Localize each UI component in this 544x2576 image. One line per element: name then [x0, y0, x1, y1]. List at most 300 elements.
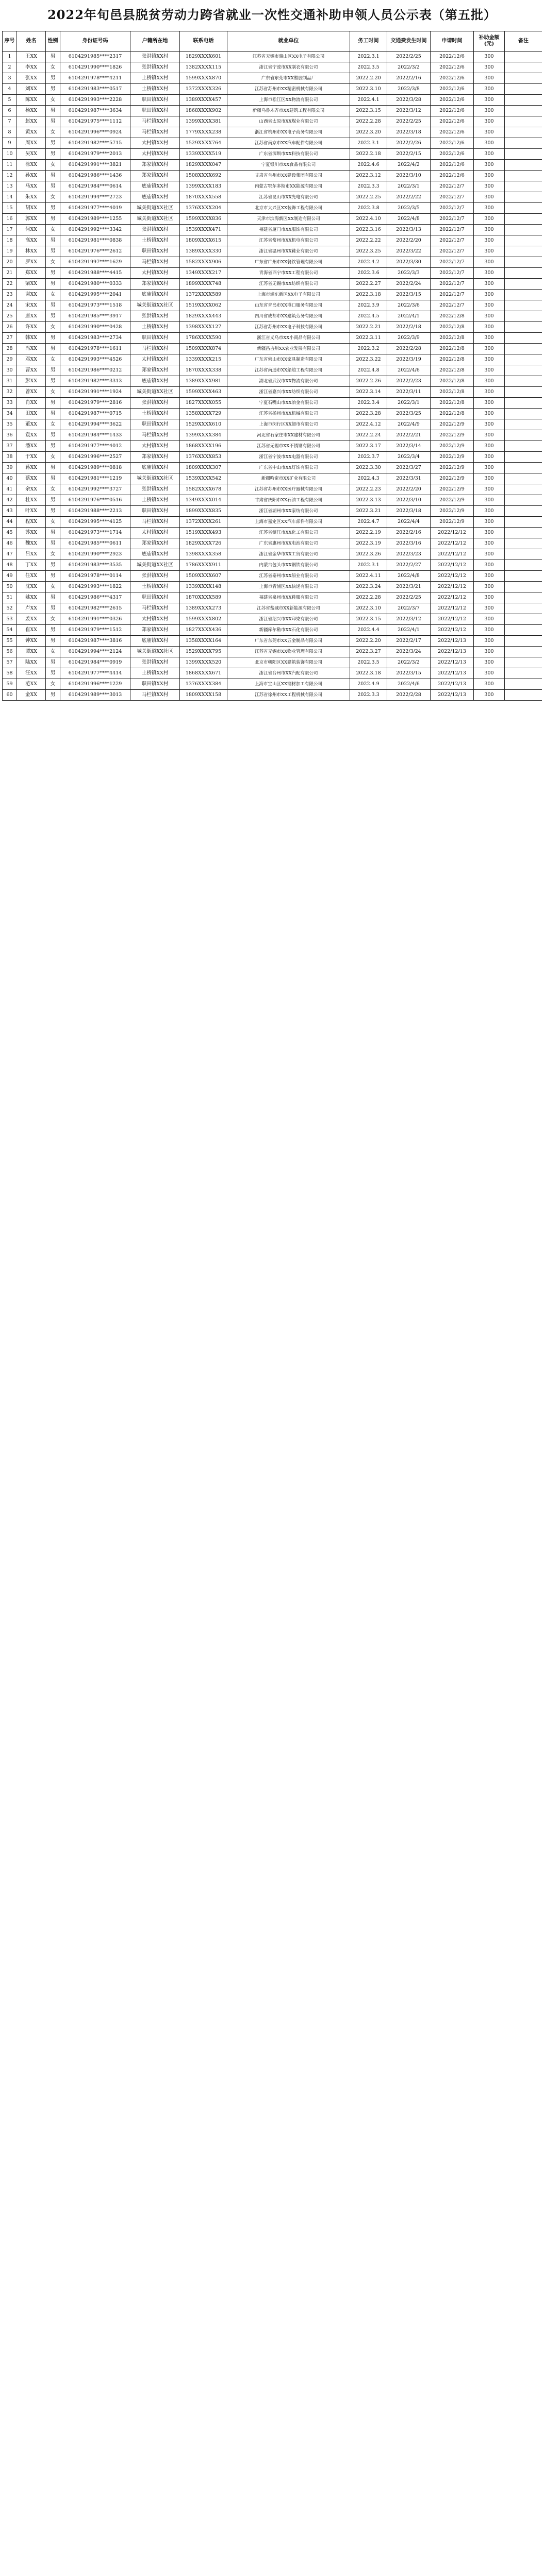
cell-gender: 男: [46, 52, 60, 62]
cell-work-start: 2022.3.26: [350, 549, 387, 560]
cell-travel-date: 2022/4/8: [387, 214, 431, 225]
cell-work-start: 2022.3.25: [350, 246, 387, 257]
cell-employer: 江苏省无锡市惠山区XX电子有限公司: [227, 52, 350, 62]
cell-note: [505, 181, 542, 192]
cell-travel-date: 2022/3/8: [387, 84, 431, 95]
cell-index: 33: [3, 398, 17, 409]
cell-phone: 1779XXXX238: [180, 127, 227, 138]
cell-employer: 浙江省温州市XX鞋业有限公司: [227, 246, 350, 257]
cell-gender: 男: [46, 603, 60, 614]
cell-note: [505, 571, 542, 582]
header-cell: 身份证号码: [60, 31, 130, 52]
cell-phone: 1829XXXX601: [180, 52, 227, 62]
cell-id-number: 6104291994****3622: [60, 419, 130, 430]
cell-work-start: 2022.3.3: [350, 690, 387, 701]
cell-phone: 1372XXXX261: [180, 517, 227, 528]
cell-index: 10: [3, 149, 17, 160]
cell-residence: 郑家镇XX村: [130, 625, 180, 636]
cell-note: [505, 235, 542, 246]
cell-residence: 马栏镇XX村: [130, 430, 180, 441]
cell-name: 沈XX: [17, 582, 46, 592]
cell-employer: 浙江省金华市XX工贸有限公司: [227, 549, 350, 560]
table-row: [3, 257, 542, 268]
cell-work-start: 2022.3.11: [350, 333, 387, 344]
cell-note: [505, 106, 542, 116]
cell-apply-date: 2022/12/9: [431, 419, 474, 430]
cell-phone: 1349XXXX014: [180, 495, 227, 506]
cell-work-start: 2022.3.24: [350, 582, 387, 592]
cell-name: 任XX: [17, 571, 46, 582]
cell-phone: 1382XXXX115: [180, 62, 227, 73]
cell-note: [505, 495, 542, 506]
cell-id-number: 6104291989****1255: [60, 214, 130, 225]
cell-travel-date: 2022/2/15: [387, 149, 431, 160]
cell-residence: 太村镇XX村: [130, 441, 180, 452]
cell-gender: 男: [46, 214, 60, 225]
cell-name: 田XX: [17, 409, 46, 419]
cell-index: 54: [3, 625, 17, 636]
table-row: [3, 333, 542, 344]
cell-note: [505, 149, 542, 160]
cell-residence: 太村镇XX村: [130, 528, 180, 538]
table-header-row: [3, 31, 542, 52]
cell-index: 32: [3, 387, 17, 398]
cell-work-start: 2022.4.12: [350, 419, 387, 430]
cell-work-start: 2022.3.5: [350, 62, 387, 73]
cell-phone: 1399XXXX183: [180, 181, 227, 192]
cell-residence: 城关街道XX社区: [130, 473, 180, 484]
cell-note: [505, 603, 542, 614]
cell-work-start: 2022.3.17: [350, 441, 387, 452]
cell-residence: 张洪镇XX村: [130, 484, 180, 495]
cell-name: 潘XX: [17, 441, 46, 452]
cell-id-number: 6104291997****1629: [60, 257, 130, 268]
cell-id-number: 6104291989****0818: [60, 463, 130, 473]
cell-name: 宋XX: [17, 300, 46, 311]
table-row: [3, 344, 542, 354]
cell-gender: 男: [46, 625, 60, 636]
cell-employer: 福建省泉州市XX鞋服有限公司: [227, 592, 350, 603]
cell-index: 51: [3, 592, 17, 603]
cell-travel-date: 2022/4/8: [387, 571, 431, 582]
cell-apply-date: 2022/12/6: [431, 160, 474, 171]
cell-id-number: 6104291990****1826: [60, 62, 130, 73]
cell-id-number: 6104291996****2527: [60, 452, 130, 463]
cell-amount: 300: [474, 647, 505, 657]
cell-name: 叶XX: [17, 506, 46, 517]
table-row: [3, 528, 542, 538]
table-row: [3, 517, 542, 528]
cell-id-number: 6104291989****3013: [60, 690, 130, 701]
cell-travel-date: 2022/2/28: [387, 690, 431, 701]
cell-employer: 上海市青浦区XX快递有限公司: [227, 582, 350, 592]
cell-employer: 江苏省南京市XX汽车配件有限公司: [227, 138, 350, 149]
header-cell: 务工时间: [350, 31, 387, 52]
cell-apply-date: 2022/12/13: [431, 636, 474, 647]
cell-note: [505, 679, 542, 690]
cell-travel-date: 2022/2/23: [387, 376, 431, 387]
cell-apply-date: 2022/12/13: [431, 657, 474, 668]
cell-residence: 职田镇XX村: [130, 333, 180, 344]
cell-note: [505, 311, 542, 322]
cell-phone: 1519XXXX062: [180, 300, 227, 311]
cell-amount: 300: [474, 235, 505, 246]
cell-employer: 内蒙古鄂尔多斯市XX能源有限公司: [227, 181, 350, 192]
cell-gender: 男: [46, 376, 60, 387]
cell-travel-date: 2022/3/31: [387, 473, 431, 484]
cell-gender: 男: [46, 106, 60, 116]
cell-id-number: 6104291980****0333: [60, 279, 130, 290]
cell-index: 45: [3, 528, 17, 538]
cell-work-start: 2022.4.1: [350, 95, 387, 106]
table-row: [3, 538, 542, 549]
table-row: [3, 225, 542, 235]
cell-name: 肖XX: [17, 398, 46, 409]
cell-id-number: 6104291986****4317: [60, 592, 130, 603]
cell-id-number: 6104291995****4125: [60, 517, 130, 528]
cell-phone: 1372XXXX589: [180, 290, 227, 300]
cell-index: 52: [3, 603, 17, 614]
cell-phone: 1389XXXX273: [180, 603, 227, 614]
table-row: [3, 484, 542, 495]
cell-phone: 1809XXXX615: [180, 235, 227, 246]
cell-gender: 女: [46, 225, 60, 235]
cell-id-number: 6104291994****2723: [60, 192, 130, 203]
cell-employer: 江苏省昆山市XX光电有限公司: [227, 192, 350, 203]
cell-employer: 福建省厦门市XX服饰有限公司: [227, 225, 350, 235]
cell-index: 16: [3, 214, 17, 225]
cell-name: 汪XX: [17, 668, 46, 679]
cell-id-number: 6104291992****3342: [60, 225, 130, 235]
header-cell: 姓名: [17, 31, 46, 52]
cell-index: 30: [3, 365, 17, 376]
cell-travel-date: 2022/3/28: [387, 95, 431, 106]
cell-travel-date: 2022/2/20: [387, 484, 431, 495]
cell-residence: 土桥镇XX村: [130, 668, 180, 679]
cell-note: [505, 419, 542, 430]
cell-note: [505, 463, 542, 473]
cell-gender: 男: [46, 430, 60, 441]
cell-employer: 江苏省无锡市XX纺织有限公司: [227, 279, 350, 290]
cell-amount: 300: [474, 560, 505, 571]
cell-phone: 1870XXXX338: [180, 365, 227, 376]
cell-apply-date: 2022/12/6: [431, 73, 474, 84]
cell-index: 28: [3, 344, 17, 354]
cell-name: 冯XX: [17, 344, 46, 354]
cell-name: 姚XX: [17, 592, 46, 603]
cell-amount: 300: [474, 614, 505, 625]
cell-work-start: 2022.3.15: [350, 106, 387, 116]
cell-residence: 职田镇XX村: [130, 246, 180, 257]
cell-name: 崔XX: [17, 625, 46, 636]
cell-name: 徐XX: [17, 160, 46, 171]
cell-phone: 1529XXXX610: [180, 419, 227, 430]
cell-work-start: 2022.3.9: [350, 300, 387, 311]
cell-apply-date: 2022/12/8: [431, 333, 474, 344]
cell-employer: 上海市松江区XX物流有限公司: [227, 95, 350, 106]
page-title: 2022年旬邑县脱贫劳动力跨省就业一次性交通补助申领人员公示表（第五批）: [47, 7, 497, 22]
cell-residence: 土桥镇XX村: [130, 582, 180, 592]
cell-gender: 女: [46, 517, 60, 528]
table-row: [3, 668, 542, 679]
cell-gender: 男: [46, 311, 60, 322]
cell-id-number: 6104291991****1924: [60, 387, 130, 398]
cell-name: 梁XX: [17, 279, 46, 290]
cell-name: 姜XX: [17, 614, 46, 625]
cell-residence: 郑家镇XX村: [130, 538, 180, 549]
cell-employer: 浙江省台州市XX汽配有限公司: [227, 668, 350, 679]
cell-phone: 1786XXXX590: [180, 333, 227, 344]
cell-note: [505, 52, 542, 62]
cell-employer: 北京市朝阳区XX建筑装饰有限公司: [227, 657, 350, 668]
cell-phone: 1399XXXX520: [180, 657, 227, 668]
cell-travel-date: 2022/3/19: [387, 354, 431, 365]
cell-work-start: 2022.2.23: [350, 484, 387, 495]
cell-residence: 郑家镇XX村: [130, 171, 180, 181]
cell-amount: 300: [474, 268, 505, 279]
cell-name: 杜XX: [17, 495, 46, 506]
cell-note: [505, 484, 542, 495]
cell-apply-date: 2022/12/9: [431, 441, 474, 452]
cell-name: 朱XX: [17, 192, 46, 203]
cell-phone: 1509XXXX874: [180, 344, 227, 354]
cell-index: 48: [3, 560, 17, 571]
cell-id-number: 6104291978****4211: [60, 73, 130, 84]
cell-gender: 女: [46, 452, 60, 463]
cell-amount: 300: [474, 484, 505, 495]
table-row: [3, 116, 542, 127]
cell-index: 21: [3, 268, 17, 279]
cell-work-start: 2022.4.9: [350, 679, 387, 690]
cell-id-number: 6104291982****2615: [60, 603, 130, 614]
cell-phone: 1358XXXX164: [180, 636, 227, 647]
cell-residence: 郑家镇XX村: [130, 365, 180, 376]
cell-work-start: 2022.3.4: [350, 398, 387, 409]
cell-id-number: 6104291973****1714: [60, 528, 130, 538]
cell-note: [505, 614, 542, 625]
table-row: [3, 430, 542, 441]
cell-employer: 青海省西宁市XX工程有限公司: [227, 268, 350, 279]
cell-work-start: 2022.3.10: [350, 603, 387, 614]
cell-residence: 城关街道XX社区: [130, 203, 180, 214]
cell-id-number: 6104291977****4012: [60, 441, 130, 452]
cell-phone: 1827XXXX436: [180, 625, 227, 636]
cell-employer: 内蒙古包头市XX钢铁有限公司: [227, 560, 350, 571]
cell-residence: 张洪镇XX村: [130, 657, 180, 668]
cell-index: 5: [3, 95, 17, 106]
cell-phone: 1829XXXX443: [180, 311, 227, 322]
cell-amount: 300: [474, 116, 505, 127]
cell-gender: 男: [46, 149, 60, 160]
cell-apply-date: 2022/12/7: [431, 181, 474, 192]
cell-phone: 1599XXXX463: [180, 387, 227, 398]
cell-residence: 张洪镇XX村: [130, 225, 180, 235]
cell-name: 钟XX: [17, 636, 46, 647]
cell-phone: 1786XXXX911: [180, 560, 227, 571]
cell-phone: 1582XXXX906: [180, 257, 227, 268]
cell-note: [505, 138, 542, 149]
cell-gender: 男: [46, 538, 60, 549]
cell-work-start: 2022.3.1: [350, 560, 387, 571]
cell-id-number: 6104291994****2124: [60, 647, 130, 657]
cell-residence: 底庙镇XX村: [130, 181, 180, 192]
cell-note: [505, 549, 542, 560]
cell-note: [505, 127, 542, 138]
cell-id-number: 6104291979****1512: [60, 625, 130, 636]
cell-work-start: 2022.3.10: [350, 84, 387, 95]
cell-phone: 1349XXXX217: [180, 268, 227, 279]
cell-name: 周XX: [17, 138, 46, 149]
cell-travel-date: 2022/3/5: [387, 203, 431, 214]
cell-residence: 张洪镇XX村: [130, 62, 180, 73]
cell-name: 苏XX: [17, 528, 46, 538]
cell-index: 57: [3, 657, 17, 668]
cell-apply-date: 2022/12/12: [431, 592, 474, 603]
cell-employer: 新疆昌吉州XX农业发展有限公司: [227, 344, 350, 354]
cell-name: 董XX: [17, 419, 46, 430]
cell-phone: 1809XXXX158: [180, 690, 227, 701]
cell-employer: 江苏省苏州市XX精密机械有限公司: [227, 84, 350, 95]
cell-note: [505, 171, 542, 181]
cell-index: 1: [3, 52, 17, 62]
cell-gender: 男: [46, 268, 60, 279]
cell-amount: 300: [474, 376, 505, 387]
cell-travel-date: 2022/3/18: [387, 127, 431, 138]
cell-note: [505, 225, 542, 235]
cell-phone: 1827XXXX055: [180, 398, 227, 409]
cell-name: 林XX: [17, 246, 46, 257]
cell-residence: 马栏镇XX村: [130, 127, 180, 138]
cell-gender: 男: [46, 203, 60, 214]
cell-index: 29: [3, 354, 17, 365]
cell-gender: 女: [46, 484, 60, 495]
cell-amount: 300: [474, 603, 505, 614]
cell-phone: 1339XXXX519: [180, 149, 227, 160]
table-body: [3, 52, 542, 701]
cell-phone: 1339XXXX148: [180, 582, 227, 592]
cell-apply-date: 2022/12/6: [431, 62, 474, 73]
cell-gender: 男: [46, 690, 60, 701]
cell-apply-date: 2022/12/8: [431, 354, 474, 365]
cell-amount: 300: [474, 311, 505, 322]
cell-travel-date: 2022/3/1: [387, 181, 431, 192]
header-cell: 交通费发生时间: [387, 31, 431, 52]
cell-name: 谭XX: [17, 647, 46, 657]
cell-apply-date: 2022/12/12: [431, 625, 474, 636]
cell-employer: 浙江省杭州市XX电子商务有限公司: [227, 127, 350, 138]
table-row: [3, 636, 542, 647]
cell-index: 44: [3, 517, 17, 528]
table-row: [3, 203, 542, 214]
cell-note: [505, 409, 542, 419]
cell-phone: 1529XXXX795: [180, 647, 227, 657]
cell-gender: 女: [46, 257, 60, 268]
cell-amount: 300: [474, 517, 505, 528]
cell-residence: 马栏镇XX村: [130, 517, 180, 528]
cell-index: 2: [3, 62, 17, 73]
cell-travel-date: 2022/3/12: [387, 106, 431, 116]
cell-note: [505, 376, 542, 387]
cell-residence: 张洪镇XX村: [130, 52, 180, 62]
cell-work-start: 2022.2.20: [350, 636, 387, 647]
cell-work-start: 2022.2.21: [350, 322, 387, 333]
cell-index: 8: [3, 127, 17, 138]
header-cell: 备注: [505, 31, 542, 52]
cell-index: 55: [3, 636, 17, 647]
table-row: [3, 582, 542, 592]
cell-work-start: 2022.2.28: [350, 592, 387, 603]
cell-residence: 城关街道XX社区: [130, 647, 180, 657]
cell-residence: 城关街道XX社区: [130, 560, 180, 571]
cell-note: [505, 517, 542, 528]
cell-note: [505, 95, 542, 106]
cell-amount: 300: [474, 171, 505, 181]
cell-employer: 浙江省义乌市XX小商品有限公司: [227, 333, 350, 344]
cell-work-start: 2022.3.13: [350, 495, 387, 506]
cell-employer: 江苏省苏州市XX电子科技有限公司: [227, 322, 350, 333]
cell-id-number: 6104291991****0326: [60, 614, 130, 625]
cell-employer: 江苏省无锡市XX不锈钢有限公司: [227, 441, 350, 452]
header-cell: 就业单位: [227, 31, 350, 52]
table-row: [3, 657, 542, 668]
cell-employer: 新疆库尔勒市XX石化有限公司: [227, 625, 350, 636]
cell-employer: 广东省东莞市XX塑胶制品厂: [227, 73, 350, 84]
cell-work-start: 2022.4.8: [350, 365, 387, 376]
cell-apply-date: 2022/12/9: [431, 495, 474, 506]
table-row: [3, 95, 542, 106]
cell-gender: 男: [46, 300, 60, 311]
cell-amount: 300: [474, 636, 505, 647]
cell-id-number: 6104291977****4019: [60, 203, 130, 214]
cell-name: 孙XX: [17, 171, 46, 181]
cell-amount: 300: [474, 441, 505, 452]
table-row: [3, 365, 542, 376]
cell-gender: 女: [46, 549, 60, 560]
cell-apply-date: 2022/12/9: [431, 452, 474, 463]
header-cell: 补助金额(元): [474, 31, 505, 52]
cell-note: [505, 279, 542, 290]
cell-employer: 四川省成都市XX建筑劳务有限公司: [227, 311, 350, 322]
cell-note: [505, 668, 542, 679]
cell-note: [505, 73, 542, 84]
cell-employer: 上海市浦东新区XX电子有限公司: [227, 290, 350, 300]
cell-name: 邓XX: [17, 354, 46, 365]
cell-amount: 300: [474, 181, 505, 192]
cell-id-number: 6104291979****2013: [60, 149, 130, 160]
cell-travel-date: 2022/3/18: [387, 506, 431, 517]
cell-name: 黄XX: [17, 127, 46, 138]
cell-work-start: 2022.3.7: [350, 452, 387, 463]
cell-residence: 郑家镇XX村: [130, 279, 180, 290]
cell-index: 12: [3, 171, 17, 181]
cell-index: 6: [3, 106, 17, 116]
cell-phone: 1809XXXX307: [180, 463, 227, 473]
cell-residence: 城关街道XX社区: [130, 387, 180, 398]
cell-gender: 男: [46, 73, 60, 84]
cell-work-start: 2022.3.28: [350, 409, 387, 419]
cell-id-number: 6104291982****5715: [60, 138, 130, 149]
cell-employer: 浙江省绍兴市XX印染有限公司: [227, 614, 350, 625]
cell-work-start: 2022.4.2: [350, 257, 387, 268]
cell-employer: 广东省惠州市XX电池有限公司: [227, 538, 350, 549]
cell-id-number: 6104291973****1518: [60, 300, 130, 311]
cell-gender: 女: [46, 419, 60, 430]
cell-travel-date: 2022/2/17: [387, 636, 431, 647]
cell-name: 卢XX: [17, 603, 46, 614]
cell-work-start: 2022.3.27: [350, 647, 387, 657]
cell-id-number: 6104291993****2228: [60, 95, 130, 106]
cell-index: 7: [3, 116, 17, 127]
